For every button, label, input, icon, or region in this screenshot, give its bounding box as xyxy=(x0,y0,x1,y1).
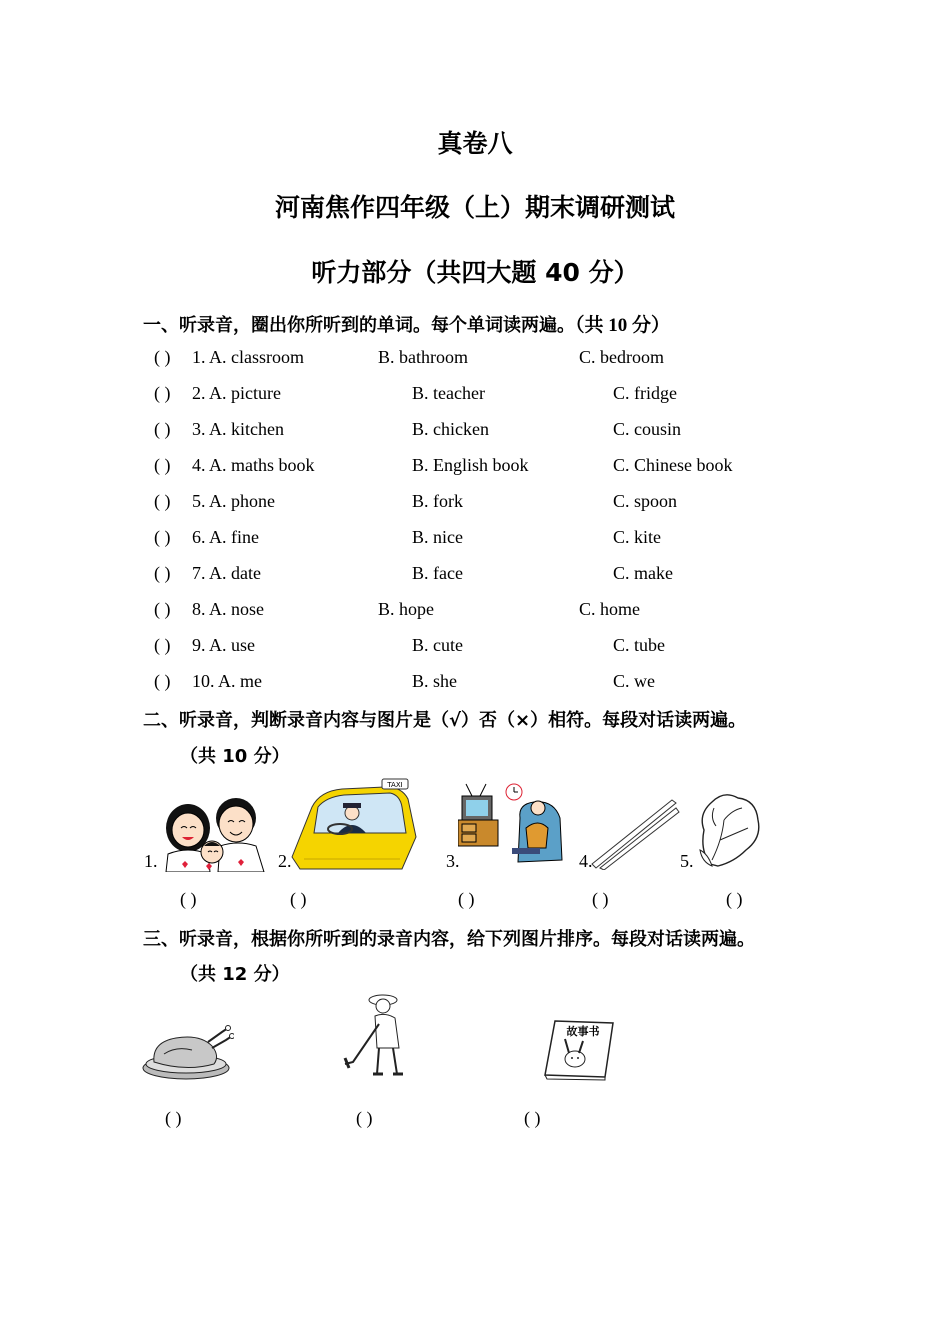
option-a: 1. A. classroom xyxy=(192,347,304,367)
answer-paren[interactable]: ( ) xyxy=(180,889,197,909)
option-a: 8. A. nose xyxy=(192,599,264,619)
option-b: B. bathroom xyxy=(378,347,468,367)
option-b: B. nice xyxy=(412,527,463,547)
option-a: 2. A. picture xyxy=(192,383,281,403)
option-c: C. home xyxy=(579,599,640,619)
answer-paren[interactable]: ( ) xyxy=(154,419,171,439)
option-a: 4. A. maths book xyxy=(192,455,315,475)
part-title: 听力部分（共四大题 40 分） xyxy=(311,258,639,287)
tv-room-icon xyxy=(458,778,568,868)
answer-paren[interactable]: ( ) xyxy=(154,635,171,655)
taxi-sign-text: TAXI xyxy=(387,781,403,789)
option-b: B. fork xyxy=(412,491,463,511)
option-c: C. Chinese book xyxy=(613,455,733,475)
question-row xyxy=(0,599,950,625)
cabbage-icon xyxy=(694,790,762,868)
section3-heading: 三、听录音，根据你所听到的录音内容，给下列图片排序。每段对话读两遍。 xyxy=(143,929,755,950)
answer-paren[interactable]: ( ) xyxy=(356,1108,373,1128)
section2-heading: 二、听录音，判断录音内容与图片是（√）否（×）相符。每段对话读两遍。 xyxy=(143,710,747,731)
answer-paren[interactable]: ( ) xyxy=(458,889,475,909)
taxi-driver-icon xyxy=(290,777,418,871)
question-row xyxy=(0,455,950,481)
section1-instruction: 一、听录音，圈出你所听到的单词。每个单词读两遍。 xyxy=(143,315,575,336)
question-row xyxy=(0,563,950,589)
answer-paren[interactable]: ( ) xyxy=(290,889,307,909)
answer-paren[interactable]: ( ) xyxy=(154,527,171,547)
roast-chicken-icon xyxy=(142,1024,234,1082)
answer-paren[interactable]: ( ) xyxy=(154,491,171,511)
option-b: B. cute xyxy=(412,635,463,655)
answer-paren[interactable]: ( ) xyxy=(154,671,171,691)
paper-title: 真卷八 xyxy=(437,129,513,158)
option-c: C. bedroom xyxy=(579,347,664,367)
option-c: C. cousin xyxy=(613,419,682,439)
chopsticks-icon xyxy=(590,798,680,870)
section3-points: （共 12 分） xyxy=(180,964,290,985)
answer-paren[interactable]: ( ) xyxy=(154,563,171,583)
picture-number: 5. xyxy=(680,851,694,871)
question-row xyxy=(0,635,950,661)
answer-paren[interactable]: ( ) xyxy=(154,383,171,403)
family-icon xyxy=(160,788,270,872)
option-c: C. make xyxy=(613,563,673,583)
answer-paren[interactable]: ( ) xyxy=(154,347,171,367)
question-row xyxy=(0,419,950,445)
question-row xyxy=(0,347,950,373)
picture-number: 4. xyxy=(579,851,593,871)
storybook-icon xyxy=(543,1017,617,1081)
option-a: 10. A. me xyxy=(192,671,262,691)
option-b: B. she xyxy=(412,671,457,691)
farmer-hoe-icon xyxy=(343,992,415,1080)
section2-points: （共 10 分） xyxy=(180,746,290,767)
question-row xyxy=(0,491,950,517)
option-a: 3. A. kitchen xyxy=(192,419,284,439)
option-a: 9. A. use xyxy=(192,635,255,655)
option-c: C. spoon xyxy=(613,491,678,511)
answer-paren[interactable]: ( ) xyxy=(524,1108,541,1128)
exam-name: 河南焦作四年级（上）期末调研测试 xyxy=(274,193,675,222)
storybook-title: 故事书 xyxy=(566,1025,600,1038)
question-row xyxy=(0,527,950,553)
option-a: 7. A. date xyxy=(192,563,261,583)
answer-paren[interactable]: ( ) xyxy=(592,889,609,909)
section1-points: （共 10 分） xyxy=(575,315,671,336)
option-b: B. hope xyxy=(378,599,434,619)
option-c: C. fridge xyxy=(613,383,677,403)
picture-number: 3. xyxy=(446,851,460,871)
option-b: B. face xyxy=(412,563,463,583)
option-c: C. kite xyxy=(613,527,661,547)
option-b: B. chicken xyxy=(412,419,489,439)
option-c: C. we xyxy=(613,671,655,691)
option-b: B. teacher xyxy=(412,383,485,403)
question-row xyxy=(0,383,950,409)
picture-number: 2. xyxy=(278,851,292,871)
option-a: 6. A. fine xyxy=(192,527,259,547)
answer-paren[interactable]: ( ) xyxy=(165,1108,182,1128)
answer-paren[interactable]: ( ) xyxy=(726,889,743,909)
option-b: B. English book xyxy=(412,455,529,475)
answer-paren[interactable]: ( ) xyxy=(154,455,171,475)
question-row xyxy=(0,671,950,697)
option-c: C. tube xyxy=(613,635,665,655)
option-a: 5. A. phone xyxy=(192,491,275,511)
picture-number: 1. xyxy=(144,851,158,871)
section1-heading xyxy=(143,310,670,337)
answer-paren[interactable]: ( ) xyxy=(154,599,171,619)
